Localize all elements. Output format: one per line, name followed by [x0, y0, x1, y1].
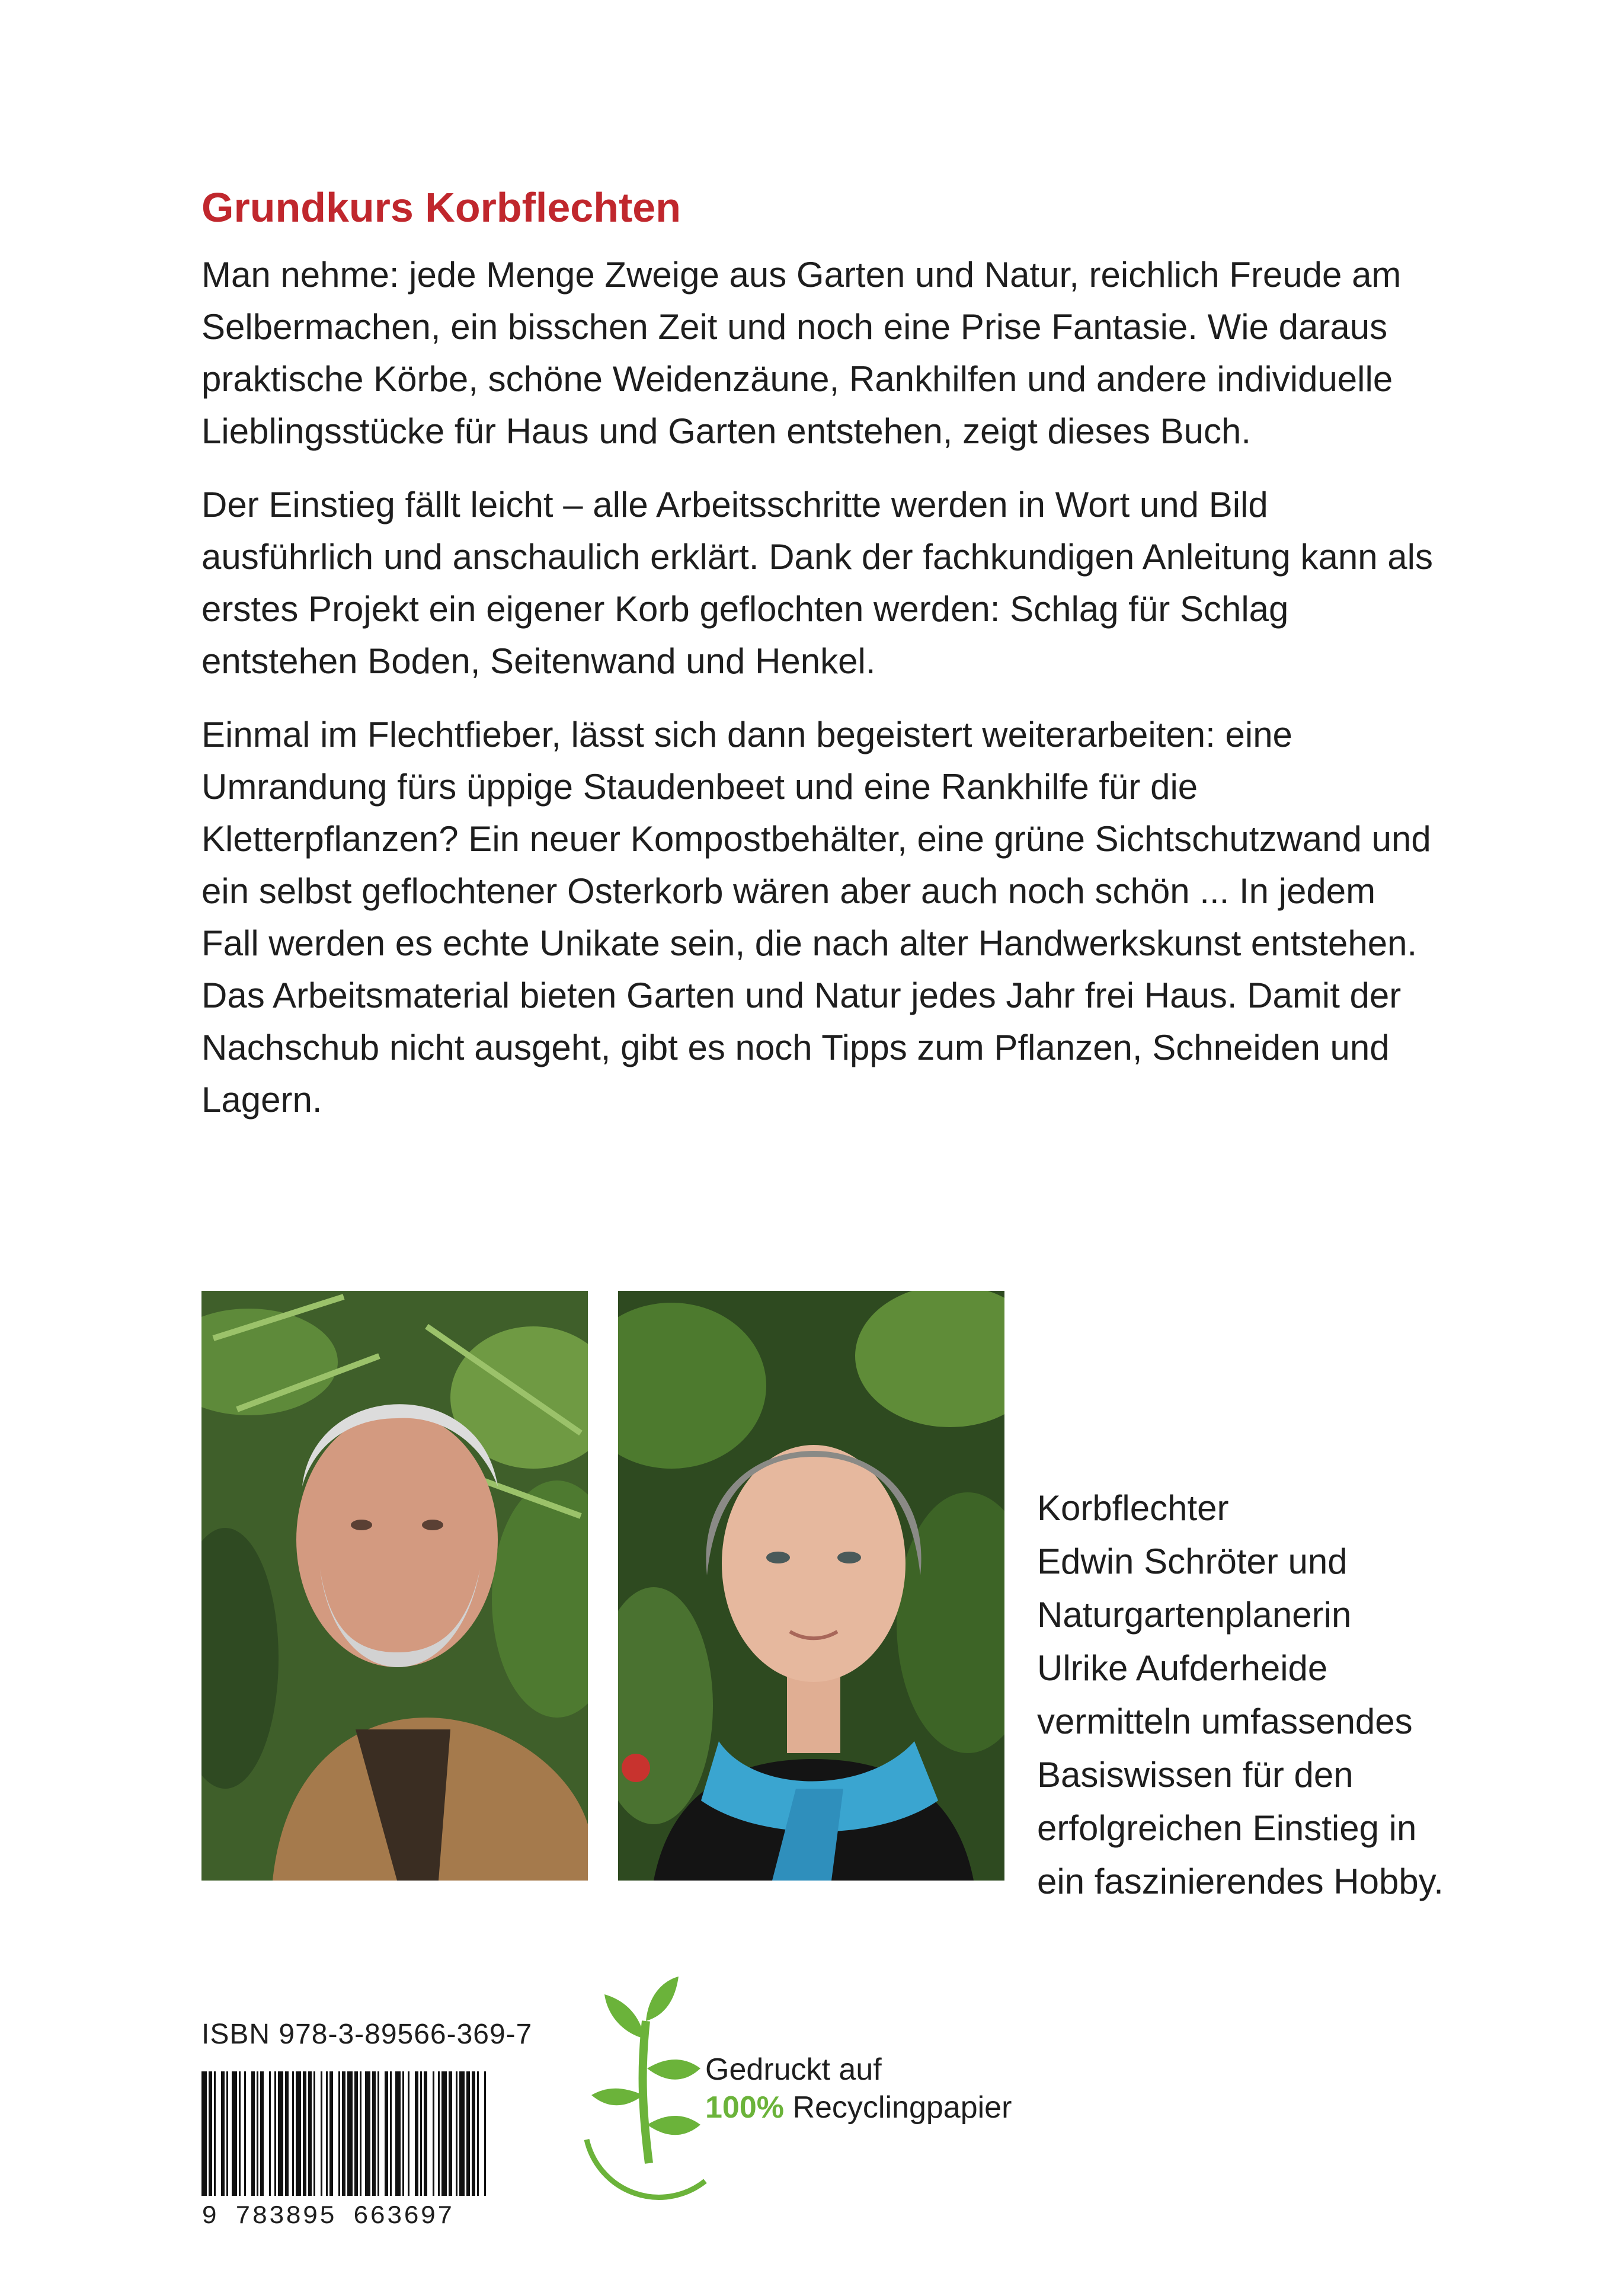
blurb-paragraph: Man nehme: jede Menge Zweige aus Garten und Natur, reichlich Freude am Selbermachen, ein bisschen Zeit und noch eine Prise Fantasie. Wie daraus praktische Körbe, schöne Weidenzäune, Rankhilfen und andere individuelle Lieblingsstücke für Haus und Garten entstehen, zeigt dieses Buch.	[201, 255, 1402, 451]
barcode-bar	[372, 2071, 376, 2196]
barcode-bar	[313, 2071, 315, 2196]
barcode-bar	[221, 2071, 225, 2196]
barcode-bar	[377, 2071, 379, 2196]
barcode-bar	[459, 2071, 465, 2196]
sprout-leaf-icon	[545, 1968, 717, 2205]
barcode-bar	[329, 2071, 333, 2196]
recycling-line-2	[705, 2089, 1012, 2126]
caption-line: Basiswissen für den	[1037, 1755, 1354, 1795]
recycling-paper-label: Recyclingpapier	[784, 2090, 1012, 2125]
barcode	[201, 2071, 487, 2196]
barcode-bar	[226, 2071, 228, 2196]
barcode-bar	[472, 2071, 475, 2196]
blurb-paragraph: Einmal im Flechtfieber, lässt sich dann begeistert weiterarbeiten: eine Umrandung fürs üppige Staudenbeet und eine Rankhilfe für die Kletterpflanzen? Ein neuer Kompostbehälter, eine grüne Sichtschutzwand und ein selbst geflochtener Osterkorb wären aber auch noch schön ... In jedem Fall werden es echte Unikate sein, die nach alter Handwerkskunst entstehen. Das Arbeitsmaterial bieten Garten und Natur jedes Jahr frei Haus. Damit der Nachschub nicht ausgeht, gibt es noch Tipps zum Pflanzen, Schneiden und Lagern.	[201, 715, 1431, 1120]
barcode-bar	[209, 2071, 212, 2196]
barcode-bar	[308, 2071, 312, 2196]
blurb-paragraph: Der Einstieg fällt leicht – alle Arbeitsschritte werden in Wort und Bild ausführlich und anschaulich erklärt. Dank der fachkundigen Anleitung kann als erstes Projekt ein eigener Korb geflochten werden: Schlag für Schlag entstehen Boden, Seitenwand und Henkel.	[201, 485, 1433, 681]
barcode-bar	[251, 2071, 255, 2196]
barcode-bar	[466, 2071, 470, 2196]
barcode-bar	[260, 2071, 264, 2196]
barcode-bar	[285, 2071, 289, 2196]
author-photo-edwin	[201, 1291, 588, 1881]
barcode-bar	[390, 2071, 392, 2196]
barcode-bar	[244, 2071, 246, 2196]
barcode-bar	[354, 2071, 358, 2196]
barcode-bar	[239, 2071, 241, 2196]
barcode-bar	[402, 2071, 404, 2196]
barcode-bar	[477, 2071, 479, 2196]
recycling-percent: 100%	[705, 2090, 784, 2125]
barcode-bar	[456, 2071, 457, 2196]
barcode-bar	[441, 2071, 447, 2196]
barcode-bar	[347, 2071, 353, 2196]
caption-line: ein faszinierendes Hobby.	[1037, 1862, 1444, 1901]
caption-line: vermitteln umfassendes	[1037, 1702, 1413, 1741]
caption-line: Naturgartenplanerin	[1037, 1595, 1352, 1635]
barcode-bar	[338, 2071, 340, 2196]
barcode-bar	[438, 2071, 440, 2196]
caption-line: Korbflechter	[1037, 1488, 1229, 1528]
barcode-bar	[257, 2071, 258, 2196]
barcode-bar	[408, 2071, 409, 2196]
barcode-bar	[321, 2071, 322, 2196]
barcode-bar	[424, 2071, 427, 2196]
barcode-bar	[214, 2071, 216, 2196]
barcode-bar	[433, 2071, 434, 2196]
barcode-bar	[385, 2071, 388, 2196]
isbn-label: ISBN 978-3-89566-369-7	[201, 2019, 533, 2050]
author-photo-ulrike	[618, 1291, 1004, 1881]
barcode-bar	[201, 2071, 207, 2196]
barcode-bar	[269, 2071, 271, 2196]
caption-line: Ulrike Aufderheide	[1037, 1648, 1328, 1688]
book-title: Grundkurs Korbflechten	[201, 184, 681, 231]
barcode-bar	[342, 2071, 345, 2196]
barcode-bar	[420, 2071, 422, 2196]
barcode-bar	[278, 2071, 283, 2196]
barcode-bar	[296, 2071, 301, 2196]
barcode-digits: 9 783895 663697	[201, 2202, 455, 2231]
barcode-bar	[326, 2071, 328, 2196]
blurb	[201, 249, 1434, 1147]
barcode-bar	[360, 2071, 361, 2196]
recycling-note	[705, 2051, 1012, 2126]
barcode-bar	[303, 2071, 306, 2196]
caption-line: erfolgreichen Einstieg in	[1037, 1808, 1417, 1848]
recycling-line-1: Gedruckt auf	[705, 2052, 882, 2087]
barcode-bar	[415, 2071, 418, 2196]
barcode-bar	[274, 2071, 276, 2196]
authors-caption	[1037, 1482, 1511, 1908]
barcode-bar	[292, 2071, 294, 2196]
barcode-bar	[395, 2071, 401, 2196]
barcode-bar	[365, 2071, 370, 2196]
barcode-bar	[449, 2071, 452, 2196]
barcode-bar	[484, 2071, 486, 2196]
caption-line: Edwin Schröter und	[1037, 1542, 1348, 1581]
barcode-bar	[232, 2071, 237, 2196]
